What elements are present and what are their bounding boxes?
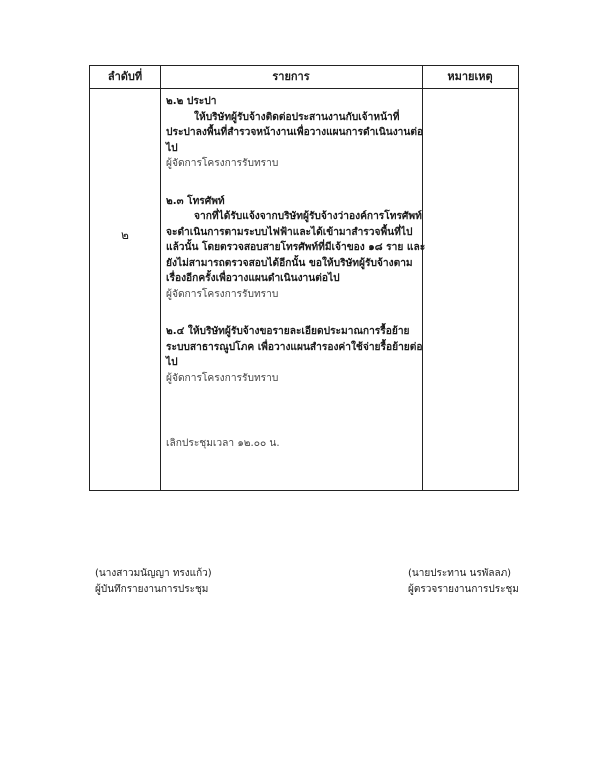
signature-right-role: ผู้ตรวจรายงานการประชุม bbox=[408, 584, 519, 595]
section-body-phone: จากที่ได้รับแจ้งจากบริษัทผู้รับจ้างว่าองค์การโทรศัพท์จะดำเนินการตามระบบไฟฟ้าและได้เข้ามาสำรวจพื้นที่ไปแล้วนั้น โดยตรวจสอบสายโทรศัพท์ที่มีเจ้าของ ๑๘ ราย และยังไม่สามารถตรวจสอบได้อีกนั้น ขอให้บริษัทผู้รับจ้างตามเรื่องอีกครั้งเพื่อวางแผนดำเนินงานต่อไป bbox=[166, 211, 426, 284]
header-divider bbox=[90, 88, 518, 89]
signature-right-name: (นายประทาน นรพัลลภ) bbox=[408, 568, 512, 579]
signature-left bbox=[95, 566, 212, 598]
header-no: ลำดับที่ bbox=[107, 70, 143, 83]
minutes-table bbox=[89, 65, 519, 491]
section-ack-water: ผู้จัดการโครงการรับทราบ bbox=[166, 158, 279, 169]
closing-time: เลิกประชุมเวลา ๑๒.๐๐ น. bbox=[166, 438, 280, 449]
signature-left-role: ผู้บันทึกรายงานการประชุม bbox=[95, 584, 209, 595]
signature-right bbox=[408, 566, 519, 598]
section-body-water: ให้บริษัทผู้รับจ้างติดต่อประสานงานกับเจ้าหน้าที่ประปาลงพื้นที่สำรวจหน้างานเพื่อวางแผนการดำเนินงานต่อไป bbox=[166, 111, 424, 154]
section-title-phone: ๒.๓ โทรศัพท์ bbox=[166, 195, 225, 207]
section-ack-utilities: ผู้จัดการโครงการรับทราบ bbox=[166, 372, 279, 384]
section-title-water: ๒.๒ ประปา bbox=[166, 96, 217, 107]
column-divider bbox=[160, 66, 161, 490]
row-number: ๒ bbox=[121, 228, 129, 242]
agenda-content bbox=[166, 94, 428, 452]
header-items: รายการ bbox=[272, 70, 310, 83]
section-body-utilities: ๒.๔ ให้บริษัทผู้รับจ้างขอรายละเอียดประมาณการรื้อย้ายระบบสาธารณูปโภค เพื่อวางแผนสำรองค่าใช้จ่ายรื้อย้ายต่อไป bbox=[166, 326, 423, 368]
header-remarks: หมายเหตุ bbox=[447, 70, 493, 83]
signature-left-name: (นางสาวมนัญญา ทรงแก้ว) bbox=[95, 568, 212, 579]
section-ack-phone: ผู้จัดการโครงการรับทราบ bbox=[166, 288, 279, 300]
